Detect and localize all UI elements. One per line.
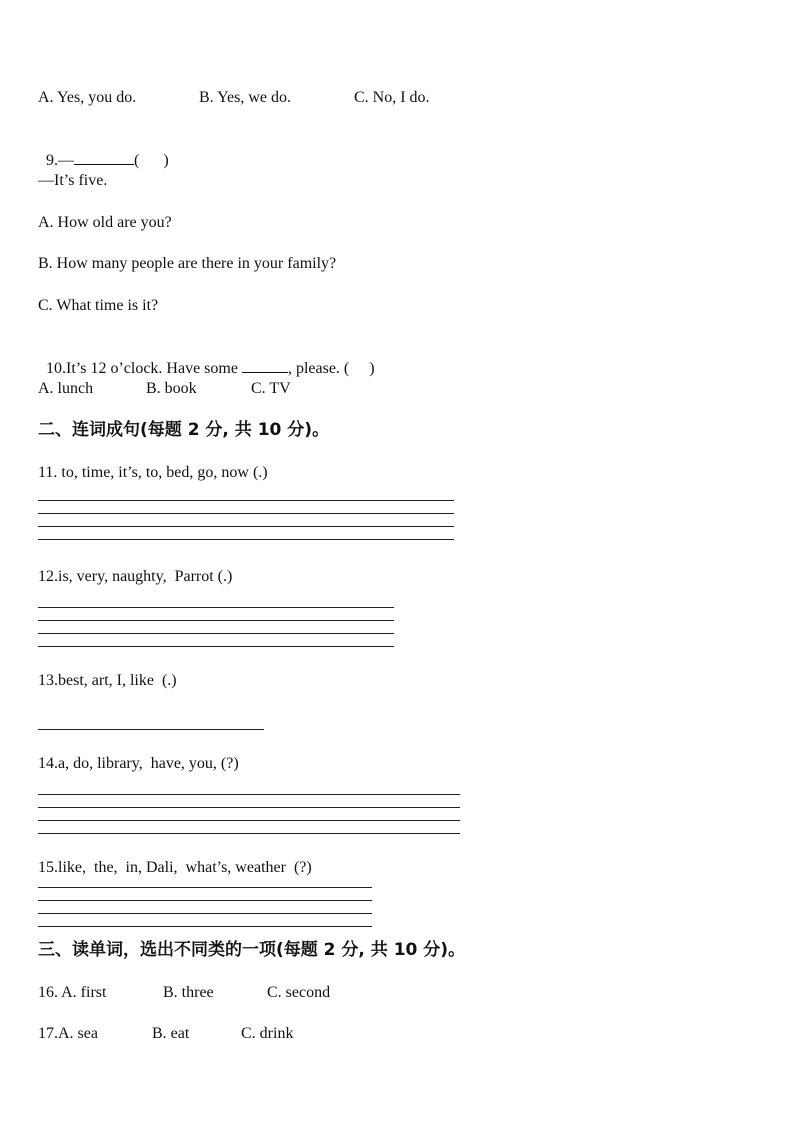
q17-option-c: C. drink (241, 1025, 294, 1042)
q8-option-b: B. Yes, we do. (199, 89, 292, 106)
q10-option-b: B. book (146, 380, 197, 397)
q17-option-b: B. eat (152, 1025, 190, 1042)
q10-option-a: A. lunch (38, 380, 94, 397)
q9-paren: ( ) (134, 152, 169, 169)
section-2-heading: 二、连词成句(每题 2 分, 共 10 分)。 (38, 420, 330, 440)
q9-blank[interactable] (74, 150, 134, 165)
q9-prefix: 9.— (46, 152, 74, 169)
q16-option-b: B. three (163, 984, 214, 1001)
q10-text-post: , please. ( ) (287, 360, 375, 377)
q11-answer-lines[interactable] (38, 500, 454, 552)
q12-answer-lines[interactable] (38, 607, 394, 659)
q17-option-a: 17.A. sea (38, 1025, 98, 1042)
section-3-heading: 三、读单词，选出不同类的一项(每题 2 分, 共 10 分)。 (38, 940, 466, 960)
q11-prompt: 11. to, time, it’s, to, bed, go, now (.) (38, 464, 268, 481)
q9-option-a: A. How old are you? (38, 214, 172, 231)
q15-answer-lines[interactable] (38, 887, 372, 939)
q9-stem (38, 130, 169, 171)
q13-prompt: 13.best, art, I, like (.) (38, 672, 177, 689)
q8-option-c: C. No, I do. (354, 89, 430, 106)
q13-answer-line[interactable] (38, 729, 264, 742)
q10-option-c: C. TV (251, 380, 291, 397)
q8-option-a: A. Yes, you do. (38, 89, 137, 106)
q15-prompt: 15.like, the, in, Dali, what’s, weather (?) (38, 859, 312, 876)
q9-option-c: C. What time is it? (38, 297, 159, 314)
q16-option-a: 16. A. first (38, 984, 107, 1001)
q10-stem (38, 338, 375, 379)
q16-option-c: C. second (267, 984, 331, 1001)
q14-answer-lines[interactable] (38, 794, 460, 846)
q12-prompt: 12.is, very, naughty, Parrot (.) (38, 568, 233, 585)
q10-text-pre: 10.It’s 12 o’clock. Have some (46, 360, 242, 377)
q10-blank[interactable] (242, 358, 288, 373)
q9-option-b: B. How many people are there in your family? (38, 255, 337, 272)
q9-answer: —It’s five. (38, 172, 108, 189)
q14-prompt: 14.a, do, library, have, you, (?) (38, 755, 239, 772)
